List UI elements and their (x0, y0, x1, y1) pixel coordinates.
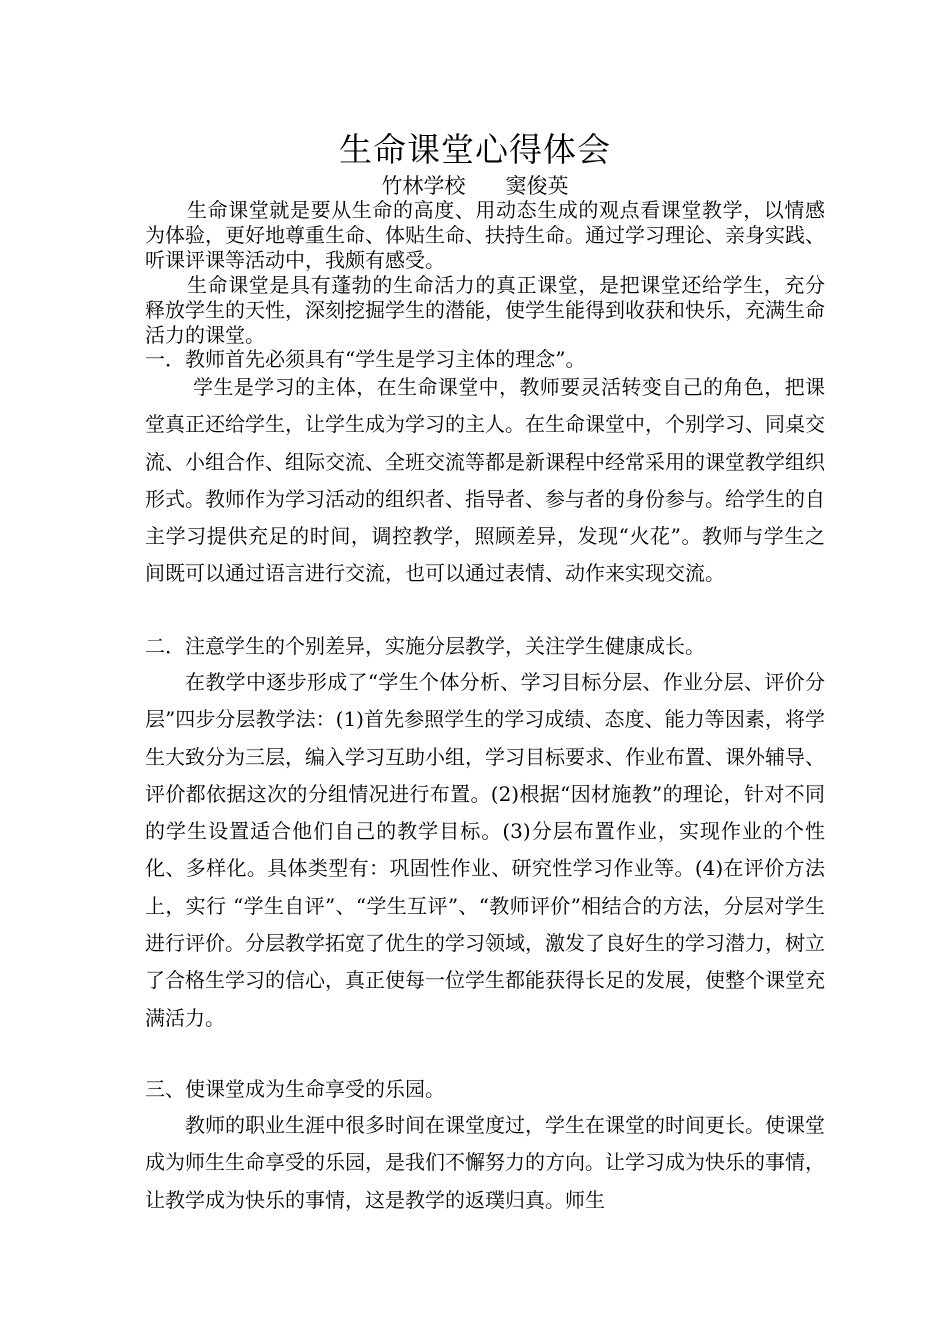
intro-paragraph: 生命课堂是具有蓬勃的生命活力的真正课堂，是把课堂还给学生，充分释放学生的天性，深刻挖掘学生的潜能，使学生能得到收获和快乐，充满生命活力的课堂。 (145, 273, 825, 347)
intro-paragraph: 生命课堂就是要从生命的高度、用动态生成的观点看课堂教学，以情感为体验，更好地尊重生命、体贴生命、扶持生命。通过学习理论、亲身实践、听课评课等活动中，我颇有感受。 (145, 198, 825, 272)
section-heading: 三、使课堂成为生命享受的乐园。 (145, 1077, 445, 1101)
section-heading: 二．注意学生的个别差异，实施分层教学，关注学生健康成长。 (145, 634, 705, 658)
section-body: 在教学中逐步形成了“学生个体分析、学习目标分层、作业分层、评价分层”四步分层教学法：(1)首先参照学生的学习成绩、态度、能力等因素，将学生大致分为三层，编入学习互助小组，学习目标要求、作业布置、课外辅导、评价都依据这次的分组情况进行布置。(2)根据“因材施教”的理论，针对不同的学生设置适合他们自己的教学目标。(3)分层布置作业，实现作业的个性化、多样化。具体类型有：巩固性作业、研究性学习作业等。(4)在评价方法上，实行 “学生自评”、“学生互评”、“教师评价”相结合的方法，分层对学生进行评价。分层教学拓宽了优生的学习领域，激发了良好生的学习潜力，树立了合格生学习的信心，真正使每一位学生都能获得长足的发展，使整个课堂充满活力。 (145, 670, 825, 1030)
document-title: 生命课堂心得体会 (339, 130, 611, 169)
section-body: 学生是学习的主体，在生命课堂中，教师要灵活转变自己的角色，把课堂真正还给学生，让学生成为学习的主人。在生命课堂中，个别学习、同桌交流、小组合作、组际交流、全班交流等都是新课程中经常采用的课堂教学组织形式。教师作为学习活动的组织者、指导者、参与者的身份参与。给学生的自主学习提供充足的时间，调控教学，照顾差异，发现“火花”。教师与学生之间既可以通过语言进行交流，也可以通过表情、动作来实现交流。 (145, 375, 825, 586)
section-body: 教师的职业生涯中很多时间在课堂度过，学生在课堂的时间更长。使课堂成为师生生命享受的乐园，是我们不懈努力的方向。让学习成为快乐的事情，让教学成为快乐的事情，这是教学的返璞归真。师生 (145, 1113, 825, 1212)
author-line: 竹林学校 窦俊英 (381, 174, 569, 198)
section-heading: 一．教师首先必须具有“学生是学习主体的理念”。 (145, 347, 586, 371)
